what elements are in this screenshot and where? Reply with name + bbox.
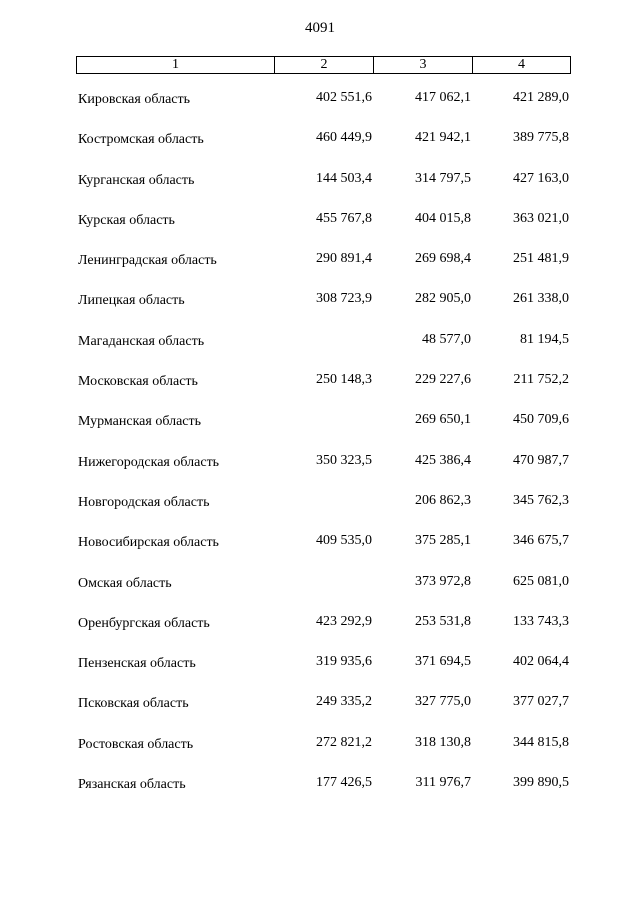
region-name: Псковская область <box>78 696 189 712</box>
table-row <box>76 734 571 777</box>
region-name: Костромская область <box>78 132 204 148</box>
region-name: Мурманская область <box>78 414 202 430</box>
value-col-3: 282 905,0 <box>415 291 471 307</box>
value-col-3: 253 531,8 <box>415 613 471 629</box>
value-col-3: 229 227,6 <box>415 372 471 388</box>
table-row <box>76 210 571 253</box>
table-row <box>76 535 571 575</box>
table-body <box>76 92 571 817</box>
value-col-4: 345 762,3 <box>513 492 569 508</box>
value-col-4: 363 021,0 <box>513 210 569 226</box>
region-name: Оренбургская область <box>78 615 210 631</box>
table-row <box>76 374 571 414</box>
region-name: Кировская область <box>78 92 191 107</box>
table-row <box>76 452 571 495</box>
header-cell-1: 1 <box>77 57 275 73</box>
table-row <box>76 777 571 817</box>
value-col-3: 48 577,0 <box>422 331 471 347</box>
table-row <box>76 293 571 333</box>
value-col-4: 389 775,8 <box>513 130 569 146</box>
value-col-3: 421 942,1 <box>415 130 471 146</box>
value-col-4: 261 338,0 <box>513 291 569 307</box>
region-name: Московская область <box>78 374 198 390</box>
value-col-4: 377 027,7 <box>513 694 569 710</box>
table-row <box>76 331 571 374</box>
value-col-3: 373 972,8 <box>415 573 471 589</box>
value-col-4: 421 289,0 <box>513 90 569 105</box>
header-cell-2: 2 <box>275 57 374 73</box>
value-col-3: 417 062,1 <box>415 90 471 105</box>
value-col-3: 206 862,3 <box>415 492 471 508</box>
region-name: Магаданская область <box>78 333 205 349</box>
value-col-4: 450 709,6 <box>513 412 569 428</box>
value-col-3: 318 130,8 <box>415 734 471 750</box>
region-name: Курская область <box>78 212 175 228</box>
value-col-2: 409 535,0 <box>316 533 372 549</box>
value-col-4: 344 815,8 <box>513 734 569 750</box>
region-name: Рязанская область <box>78 777 186 793</box>
value-col-2: 319 935,6 <box>316 654 372 670</box>
region-name: Курганская область <box>78 172 195 188</box>
value-col-3: 311 976,7 <box>415 775 471 791</box>
value-col-2: 402 551,6 <box>316 90 372 105</box>
table-header <box>76 56 571 74</box>
value-col-2: 423 292,9 <box>316 613 372 629</box>
value-col-2: 290 891,4 <box>316 251 372 267</box>
region-name: Нижегородская область <box>78 454 220 470</box>
value-col-2: 308 723,9 <box>316 291 372 307</box>
value-col-4: 81 194,5 <box>520 331 569 347</box>
value-col-3: 269 698,4 <box>415 251 471 267</box>
value-col-2: 249 335,2 <box>316 694 372 710</box>
value-col-4: 399 890,5 <box>513 775 569 791</box>
value-col-4: 346 675,7 <box>513 533 569 549</box>
value-col-4: 427 163,0 <box>513 170 569 186</box>
value-col-4: 251 481,9 <box>513 251 569 267</box>
table-row <box>76 92 571 132</box>
value-col-3: 314 797,5 <box>415 170 471 186</box>
value-col-4: 470 987,7 <box>513 452 569 468</box>
region-name: Омская область <box>78 575 172 591</box>
table-row <box>76 414 571 454</box>
value-col-2: 144 503,4 <box>316 170 372 186</box>
value-col-3: 375 285,1 <box>415 533 471 549</box>
value-col-2: 177 426,5 <box>316 775 372 791</box>
value-col-3: 404 015,8 <box>415 210 471 226</box>
value-col-4: 211 752,2 <box>513 372 569 388</box>
value-col-2: 460 449,9 <box>316 130 372 146</box>
value-col-4: 133 743,3 <box>513 613 569 629</box>
value-col-2: 272 821,2 <box>316 734 372 750</box>
region-name: Ростовская область <box>78 736 194 752</box>
table-row <box>76 253 571 293</box>
page-number: 4091 <box>305 20 335 36</box>
region-name: Липецкая область <box>78 293 185 309</box>
value-col-3: 371 694,5 <box>415 654 471 670</box>
table-row <box>76 696 571 736</box>
region-name: Новосибирская область <box>78 535 219 551</box>
value-col-2: 250 148,3 <box>316 372 372 388</box>
header-cell-4: 4 <box>518 57 525 72</box>
table-row <box>76 170 571 213</box>
header-cell-3: 3 <box>374 57 473 73</box>
value-col-3: 269 650,1 <box>415 412 471 428</box>
table-row <box>76 573 571 616</box>
value-col-3: 425 386,4 <box>415 452 471 468</box>
region-name: Новгородская область <box>78 494 210 510</box>
table-row <box>76 132 571 172</box>
value-col-2: 350 323,5 <box>316 452 372 468</box>
table-row <box>76 492 571 535</box>
value-col-2: 455 767,8 <box>316 210 372 226</box>
value-col-4: 402 064,4 <box>513 654 569 670</box>
table-row <box>76 656 571 696</box>
value-col-3: 327 775,0 <box>415 694 471 710</box>
value-col-4: 625 081,0 <box>513 573 569 589</box>
region-name: Ленинградская область <box>78 253 217 269</box>
region-name: Пензенская область <box>78 656 196 672</box>
table-row <box>76 613 571 656</box>
